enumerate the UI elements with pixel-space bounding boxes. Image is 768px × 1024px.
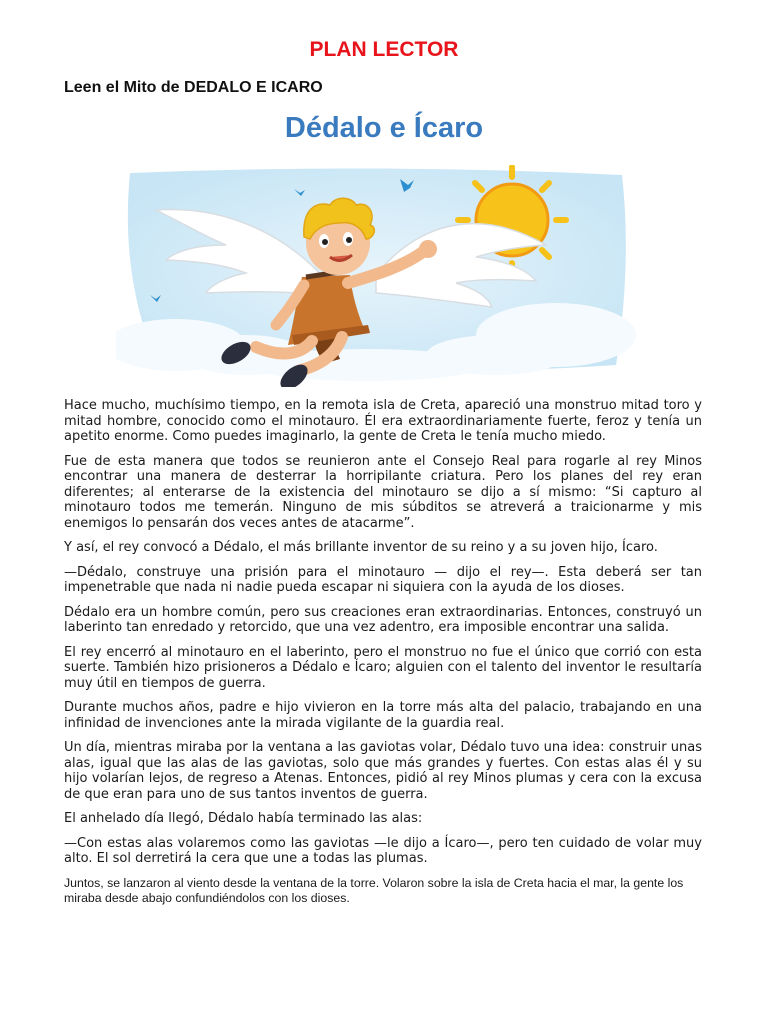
- icarus-illustration: [116, 165, 636, 387]
- paragraph: Durante muchos años, padre e hijo vivieron en la torre más alta del palacio, trabajando en una infinidad de invenciones ante la mirada vigilante de la guardia real.: [64, 700, 702, 731]
- story-body: [64, 398, 702, 915]
- paragraph: Dédalo era un hombre común, pero sus creaciones eran extraordinarias. Entonces, construyó un laberinto tan enredado y retorcido, que una vez adentro, era imposible encontrar una salida.: [64, 604, 702, 635]
- plan-lector-heading: PLAN LECTOR: [309, 38, 459, 61]
- instruction-subtitle: Leen el Mito de DEDALO E ICARO: [64, 79, 323, 96]
- paragraph: —Dédalo, construye una prisión para el minotauro — dijo el rey—. Esta deberá ser tan impenetrable que nada ni nadie pueda escapar ni siquiera con la ayuda de los dioses.: [64, 564, 702, 595]
- paragraph: Fue de esta manera que todos se reunieron ante el Consejo Real para rogarle al rey Minos encontrar una manera de desterrar la horripilante criatura. Pero los planes del rey eran diferentes; al enterarse de la existencia del minotauro se dijo a sí mismo: “Si capturo al minotauro todos me temerán. Ninguno de mis súbditos se atreverá a traicionarme y mis enemigos lo pensarán dos veces antes de atacarme”.: [64, 453, 702, 531]
- paragraph: Un día, mientras miraba por la ventana a las gaviotas volar, Dédalo tuvo una idea: construir unas alas, igual que las alas de las gaviotas, solo que más grandes y fuertes. Con estas alas él y su hijo volarían lejos, de regreso a Atenas. Entonces, pidió al rey Minos plumas y cera con la excusa de que eran para uno de sus tantos inventos de guerra.: [64, 740, 702, 802]
- story-title: Dédalo e Ícaro: [284, 112, 484, 144]
- closing-paragraph: Juntos, se lanzaron al viento desde la ventana de la torre. Volaron sobre la isla de Creta hacia el mar, la gente los miraba desde abajo confundiéndolos con los dioses.: [64, 875, 684, 905]
- paragraph: Y así, el rey convocó a Dédalo, el más brillante inventor de su reino y a su joven hijo, Ícaro.: [64, 540, 658, 555]
- paragraph: El anhelado día llegó, Dédalo había terminado las alas:: [64, 811, 423, 826]
- paragraph: El rey encerró al minotauro en el laberinto, pero el monstruo no fue el único que corrió con esta suerte. También hizo prisioneros a Dédalo e Ícaro; alguien con el talento del inventor le resultaría muy útil en tiempos de guerra.: [64, 644, 702, 691]
- paragraph: —Con estas alas volaremos como las gaviotas —le dijo a Ícaro—, pero ten cuidado de volar muy alto. El sol derretirá la cera que une a todas las plumas.: [64, 835, 702, 866]
- paragraph: Hace mucho, muchísimo tiempo, en la remota isla de Creta, apareció una monstruo mitad toro y mitad hombre, conocido como el minotauro. Él era extraordinariamente fuerte, feroz y tenía un apetito enorme. Como puedes imaginarlo, la gente de Creta le tenía mucho miedo.: [64, 398, 702, 444]
